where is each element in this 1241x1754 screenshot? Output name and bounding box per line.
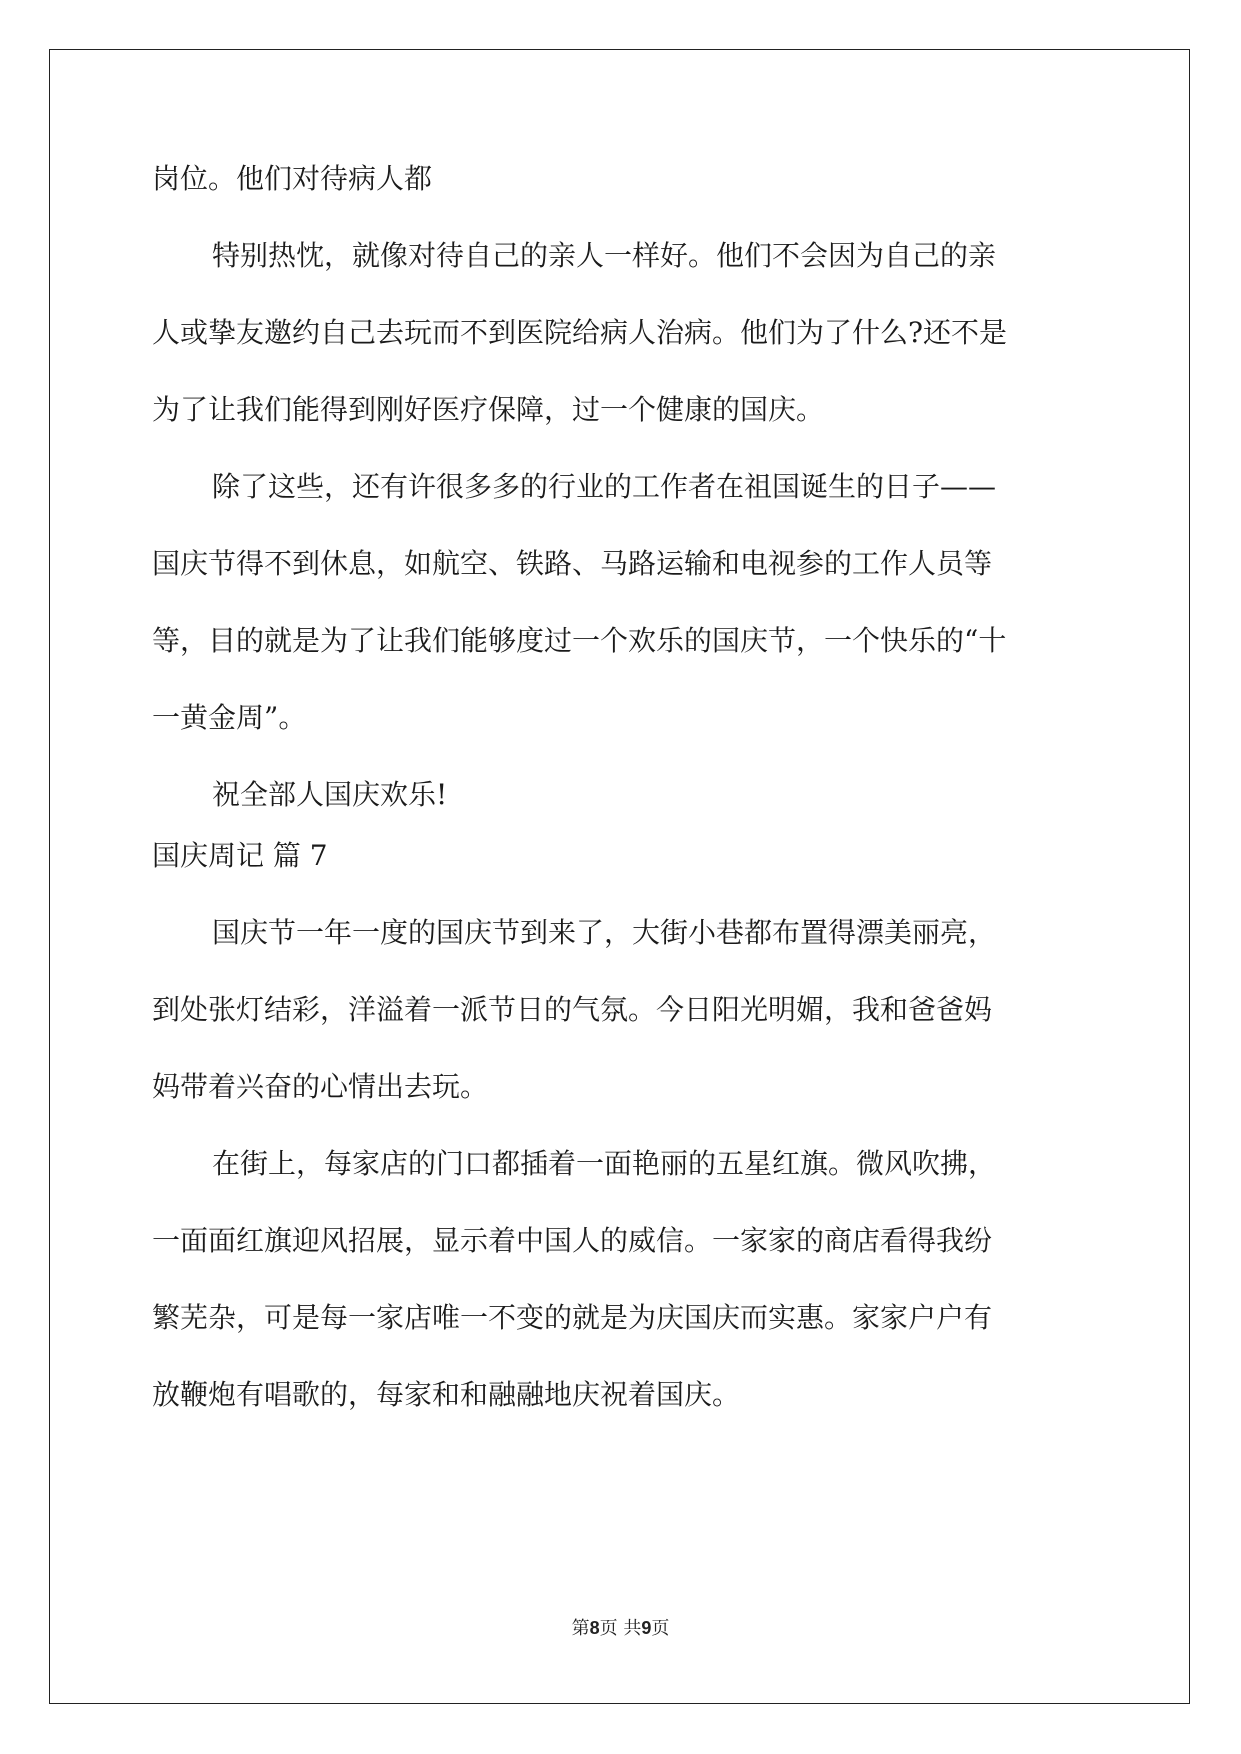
- document-body: [152, 160, 1090, 1414]
- page-footer: [0, 1616, 1241, 1641]
- total-page-number: 9: [641, 1618, 652, 1638]
- text-line: 岗位。他们对待病人都: [152, 162, 433, 195]
- text-line: 一面面红旗迎风招展，显示着中国人的威信。一家家的商店看得我纷: [152, 1224, 993, 1257]
- text-line: 人或挚友邀约自己去玩而不到医院给病人治病。他们为了什么?还不是: [152, 316, 1008, 349]
- text-line: 祝全部人国庆欢乐!: [212, 778, 448, 811]
- text-line: 为了让我们能得到刚好医疗保障，过一个健康的国庆。: [152, 393, 825, 426]
- text-line: 一黄金周”。: [152, 701, 307, 734]
- text-line: 在街上，每家店的门口都插着一面艳丽的五星红旗。微风吹拂，: [212, 1147, 997, 1180]
- text-line: 到处张灯结彩，洋溢着一派节日的气氛。今日阳光明媚，我和爸爸妈: [152, 993, 993, 1026]
- footer-suffix: 页: [651, 1618, 670, 1639]
- footer-prefix: 第: [571, 1618, 590, 1639]
- text-line: 国庆节得不到休息，如航空、铁路、马路运输和电视参的工作人员等: [152, 547, 993, 580]
- current-page-number: 8: [589, 1618, 600, 1638]
- text-line: 国庆节一年一度的国庆节到来了，大街小巷都布置得漂美丽亮，: [212, 916, 997, 949]
- text-line: 特别热忱，就像对待自己的亲人一样好。他们不会因为自己的亲: [212, 239, 997, 272]
- text-line: 繁芜杂，可是每一家店唯一不变的就是为庆国庆而实惠。家家户户有: [152, 1301, 993, 1334]
- text-line: 除了这些，还有许很多多的行业的工作者在祖国诞生的日子——: [212, 470, 997, 503]
- text-line: 放鞭炮有唱歌的，每家和和融融地庆祝着国庆。: [152, 1378, 741, 1411]
- footer-middle: 页 共: [599, 1618, 642, 1639]
- text-line: 等，目的就是为了让我们能够度过一个欢乐的国庆节，一个快乐的“十: [152, 624, 1007, 657]
- text-line: 妈带着兴奋的心情出去玩。: [152, 1070, 489, 1103]
- section-heading: 国庆周记 篇 7: [152, 839, 328, 872]
